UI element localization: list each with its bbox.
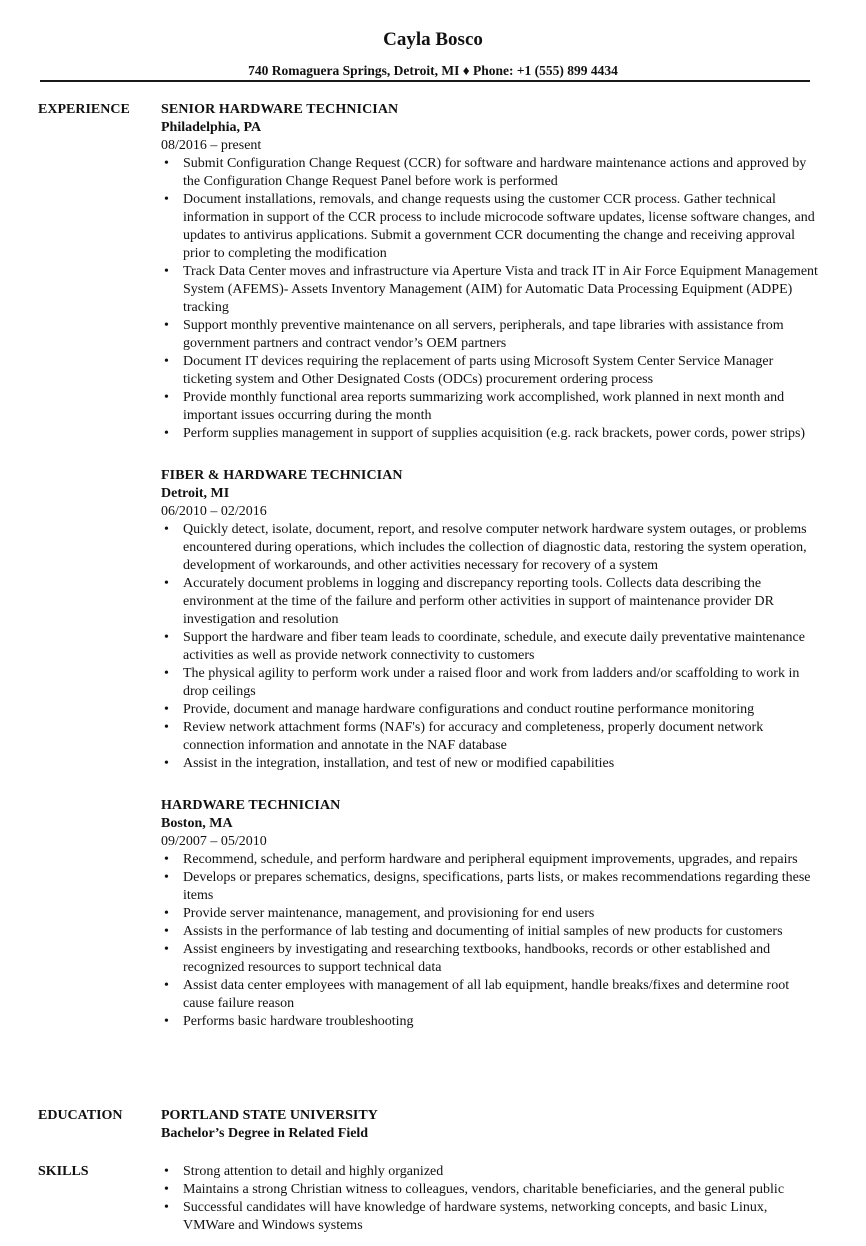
skill-item: • Successful candidates will have knowledge of hardware systems, networking concepts, and basic Linux, VMWare and Windows systems <box>164 1200 768 1233</box>
experience-label: EXPERIENCE <box>38 102 130 117</box>
skill-item: • Strong attention to detail and highly organized <box>164 1164 444 1179</box>
job-bullet: • Submit Configuration Change Request (CCR) for software and hardware maintenance actions and approved by the Configuration Change Request Panel before work is performed <box>164 156 807 189</box>
job-bullets <box>161 521 821 773</box>
bullet-icon: • <box>164 870 169 885</box>
bullet-icon: • <box>164 192 169 207</box>
job-location: Detroit, MI <box>161 486 230 501</box>
job-title: SENIOR HARDWARE TECHNICIAN <box>161 102 399 117</box>
bullet-icon: • <box>164 630 169 645</box>
education-school: PORTLAND STATE UNIVERSITY <box>161 1108 378 1123</box>
job-bullet: • Quickly detect, isolate, document, report, and resolve computer network hardware system outages, or problems encountered during operations, which includes the collection of diagnostic data, restoring the system operation, development of workarounds, and other activities necessary for recovery of a system <box>164 522 807 573</box>
bullet-icon: • <box>164 978 169 993</box>
bullet-icon: • <box>164 318 169 333</box>
bullet-icon: • <box>164 354 169 369</box>
job-bullet: • Support the hardware and fiber team leads to coordinate, schedule, and execute daily preventative maintenance activities as well as provide network connectivity to customers <box>164 630 805 663</box>
bullet-icon: • <box>164 1200 169 1215</box>
job-bullet: • Recommend, schedule, and perform hardware and peripheral equipment improvements, upgrades, and repairs <box>164 852 798 867</box>
job-bullet: • Assist data center employees with management of all lab equipment, handle breaks/fixes and determine root cause failure reason <box>164 978 790 1011</box>
resume-name: Cayla Bosco <box>383 29 483 50</box>
bullet-icon: • <box>164 720 169 735</box>
bullet-icon: • <box>164 576 169 591</box>
job-bullet: • Accurately document problems in logging and discrepancy reporting tools. Collects data describing the environment at the time of the failure and perform other activities in support of maintenance provider DR investigation and resolution <box>164 576 774 627</box>
skill-item: • Maintains a strong Christian witness to colleagues, vendors, charitable beneficiaries, and the general public <box>164 1182 785 1197</box>
bullet-icon: • <box>164 390 169 405</box>
job-bullet: • Document IT devices requiring the replacement of parts using Microsoft System Center Service Manager ticketing system and Other Designated Costs (ODCs) procurement ordering process <box>164 354 774 387</box>
experience-body <box>161 101 821 1045</box>
skills-label: SKILLS <box>38 1164 89 1179</box>
education-degree: Bachelor’s Degree in Related Field <box>161 1126 369 1141</box>
bullet-icon: • <box>164 852 169 867</box>
job-bullets <box>161 155 821 443</box>
bullet-icon: • <box>164 702 169 717</box>
job-bullets <box>161 851 821 1031</box>
job-entry <box>161 467 821 773</box>
job-bullet: • The physical agility to perform work under a raised floor and work from ladders and/or scaffolding to work in drop ceilings <box>164 666 800 699</box>
bullet-icon: • <box>164 1182 169 1197</box>
job-bullet: • Provide monthly functional area reports summarizing work accomplished, work planned in next month and important issues occurring during the month <box>164 390 785 423</box>
job-location: Philadelphia, PA <box>161 120 262 135</box>
job-bullet: • Support monthly preventive maintenance on all servers, peripherals, and tape libraries with assistance from government partners and contract vendor’s OEM partners <box>164 318 784 351</box>
skills-bullets <box>161 1163 821 1235</box>
education-body <box>161 1107 821 1143</box>
job-title: HARDWARE TECHNICIAN <box>161 798 341 813</box>
job-entry <box>161 797 821 1031</box>
job-title: FIBER & HARDWARE TECHNICIAN <box>161 468 403 483</box>
job-bullet: • Develops or prepares schematics, designs, specifications, parts lists, or makes recommendations regarding these items <box>164 870 811 903</box>
bullet-icon: • <box>164 156 169 171</box>
bullet-icon: • <box>164 906 169 921</box>
job-bullet: • Review network attachment forms (NAF's) for accuracy and completeness, properly document network connection information and annotate in the NAF database <box>164 720 764 753</box>
job-bullet: • Assists in the performance of lab testing and documenting of initial samples of new products for customers <box>164 924 783 939</box>
bullet-icon: • <box>164 942 169 957</box>
job-dates: 09/2007 – 05/2010 <box>161 834 267 849</box>
job-bullet: • Performs basic hardware troubleshooting <box>164 1014 414 1029</box>
job-bullet: • Provide, document and manage hardware configurations and conduct routine performance monitoring <box>164 702 755 717</box>
resume-contact: 740 Romaguera Springs, Detroit, MI ♦ Phone: +1 (555) 899 4434 <box>248 63 618 78</box>
job-bullet: • Perform supplies management in support of supplies acquisition (e.g. rack brackets, power cords, power strips) <box>164 426 806 441</box>
job-dates: 08/2016 – present <box>161 138 262 153</box>
bullet-icon: • <box>164 426 169 441</box>
job-bullet: • Assist engineers by investigating and researching textbooks, handbooks, records or other established and recognized resources to support technical data <box>164 942 771 975</box>
bullet-icon: • <box>164 522 169 537</box>
job-bullet: • Provide server maintenance, management, and provisioning for end users <box>164 906 595 921</box>
bullet-icon: • <box>164 264 169 279</box>
header-divider <box>40 80 810 82</box>
bullet-icon: • <box>164 756 169 771</box>
bullet-icon: • <box>164 666 169 681</box>
job-location: Boston, MA <box>161 816 233 831</box>
job-bullet: • Track Data Center moves and infrastructure via Aperture Vista and track IT in Air Force Equipment Management System (AFEMS)- Assets Inventory Management (AIM) for Automatic Data Processing Equipment (ADPE) tracking <box>164 264 818 315</box>
job-bullet: • Assist in the integration, installation, and test of new or modified capabilities <box>164 756 615 771</box>
job-dates: 06/2010 – 02/2016 <box>161 504 267 519</box>
job-bullet: • Document installations, removals, and change requests using the customer CCR process. Gather technical information in support of the CCR process to include microcode software updates, license software changes, and updates to antivirus applications. Submit a government CCR documenting the change and receiving approval prior to completing the modification <box>164 192 815 261</box>
skills-body <box>161 1163 821 1235</box>
bullet-icon: • <box>164 1014 169 1029</box>
bullet-icon: • <box>164 924 169 939</box>
job-entry <box>161 101 821 443</box>
bullet-icon: • <box>164 1164 169 1179</box>
education-label: EDUCATION <box>38 1108 123 1123</box>
